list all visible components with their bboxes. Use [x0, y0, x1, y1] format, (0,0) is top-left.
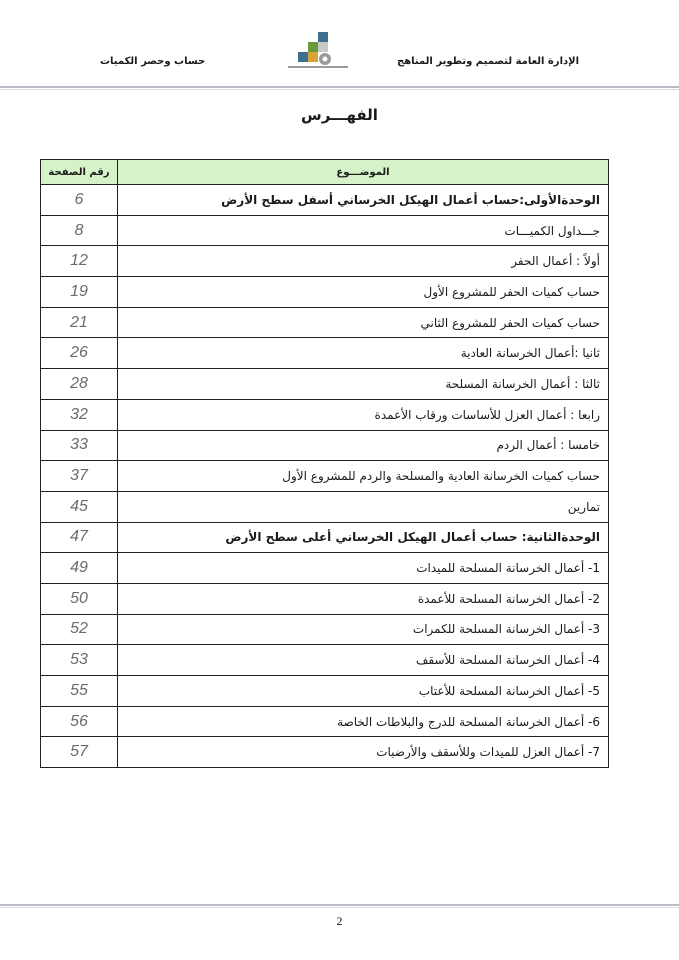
column-header-page: رقم الصفحة [41, 160, 118, 185]
table-row [41, 583, 609, 614]
topic-cell: خامسا : أعمال الردم [118, 430, 609, 461]
table-row [41, 185, 609, 216]
header-divider-thin [0, 89, 679, 90]
topic-cell: تمارين [118, 491, 609, 522]
topic-cell: 2- أعمال الخرسانة المسلحة للأعمدة [118, 583, 609, 614]
topic-cell: 6- أعمال الخرسانة المسلحة للدرج والبلاطات الخاصة [118, 706, 609, 737]
topic-cell: 1- أعمال الخرسانة المسلحة للميدات [118, 553, 609, 584]
topic-cell: أولاً : أعمال الحفر [118, 246, 609, 277]
table-row [41, 522, 609, 553]
topic-cell: جـــداول الكميـــات [118, 215, 609, 246]
page-number-cell: 26 [41, 338, 118, 369]
page-number-cell: 28 [41, 369, 118, 400]
page-number-cell: 21 [41, 307, 118, 338]
footer-divider [0, 904, 679, 906]
topic-cell: 4- أعمال الخرسانة المسلحة للأسقف [118, 645, 609, 676]
table-row [41, 645, 609, 676]
page-number-cell: 8 [41, 215, 118, 246]
table-row [41, 215, 609, 246]
table-row [41, 277, 609, 308]
table-row [41, 553, 609, 584]
column-header-topic: الموضـــوع [118, 160, 609, 185]
table-row [41, 399, 609, 430]
table-row [41, 338, 609, 369]
topic-cell: الوحدةالثانية: حساب أعمال الهيكل الخرساني أعلى سطح الأرض [118, 522, 609, 553]
table-row [41, 461, 609, 492]
course-name: حساب وحصر الكميات [100, 56, 206, 67]
topic-cell: حساب كميات الحفر للمشروع الثاني [118, 307, 609, 338]
page-number-cell: 6 [41, 185, 118, 216]
page-title: الفهـــرس [301, 106, 378, 124]
page-number-cell: 52 [41, 614, 118, 645]
topic-cell: 3- أعمال الخرسانة المسلحة للكمرات [118, 614, 609, 645]
table-row [41, 737, 609, 768]
topic-cell: رابعا : أعمال العزل للأساسات ورقاب الأعمدة [118, 399, 609, 430]
page-number-cell: 19 [41, 277, 118, 308]
page-number-cell: 47 [41, 522, 118, 553]
table-body [41, 185, 609, 768]
department-name: الإدارة العامة لتصميم وتطوير المناهج [397, 56, 579, 67]
topic-cell: 7- أعمال العزل للميدات وللأسقف والأرضيات [118, 737, 609, 768]
footer-divider-thin [0, 907, 679, 908]
page-number-cell: 45 [41, 491, 118, 522]
page-number: 2 [336, 914, 343, 928]
table-row [41, 491, 609, 522]
page-number-cell: 37 [41, 461, 118, 492]
page-number-cell: 49 [41, 553, 118, 584]
table-row [41, 676, 609, 707]
table-row [41, 430, 609, 461]
page-number-cell: 32 [41, 399, 118, 430]
table-row [41, 369, 609, 400]
curriculum-logo-icon [288, 30, 348, 74]
topic-cell: حساب كميات الحفر للمشروع الأول [118, 277, 609, 308]
page-number-cell: 33 [41, 430, 118, 461]
page-number-cell: 50 [41, 583, 118, 614]
table-row [41, 614, 609, 645]
page-number-cell: 57 [41, 737, 118, 768]
page-number-cell: 56 [41, 706, 118, 737]
table-row [41, 246, 609, 277]
topic-cell: ثانيا :أعمال الخرسانة العادية [118, 338, 609, 369]
topic-cell: الوحدةالأولى:حساب أعمال الهيكل الخرساني أسفل سطح الأرض [118, 185, 609, 216]
topic-cell: 5- أعمال الخرسانة المسلحة للأعتاب [118, 676, 609, 707]
table-header-row [41, 160, 609, 185]
topic-cell: ثالثا : أعمال الخرسانة المسلحة [118, 369, 609, 400]
table-row [41, 307, 609, 338]
page-number-cell: 53 [41, 645, 118, 676]
page-number-cell: 55 [41, 676, 118, 707]
header-divider [0, 86, 679, 88]
page-number-cell: 12 [41, 246, 118, 277]
topic-cell: حساب كميات الخرسانة العادية والمسلحة والردم للمشروع الأول [118, 461, 609, 492]
table-of-contents [40, 159, 609, 768]
table-row [41, 706, 609, 737]
page-header [0, 0, 679, 90]
